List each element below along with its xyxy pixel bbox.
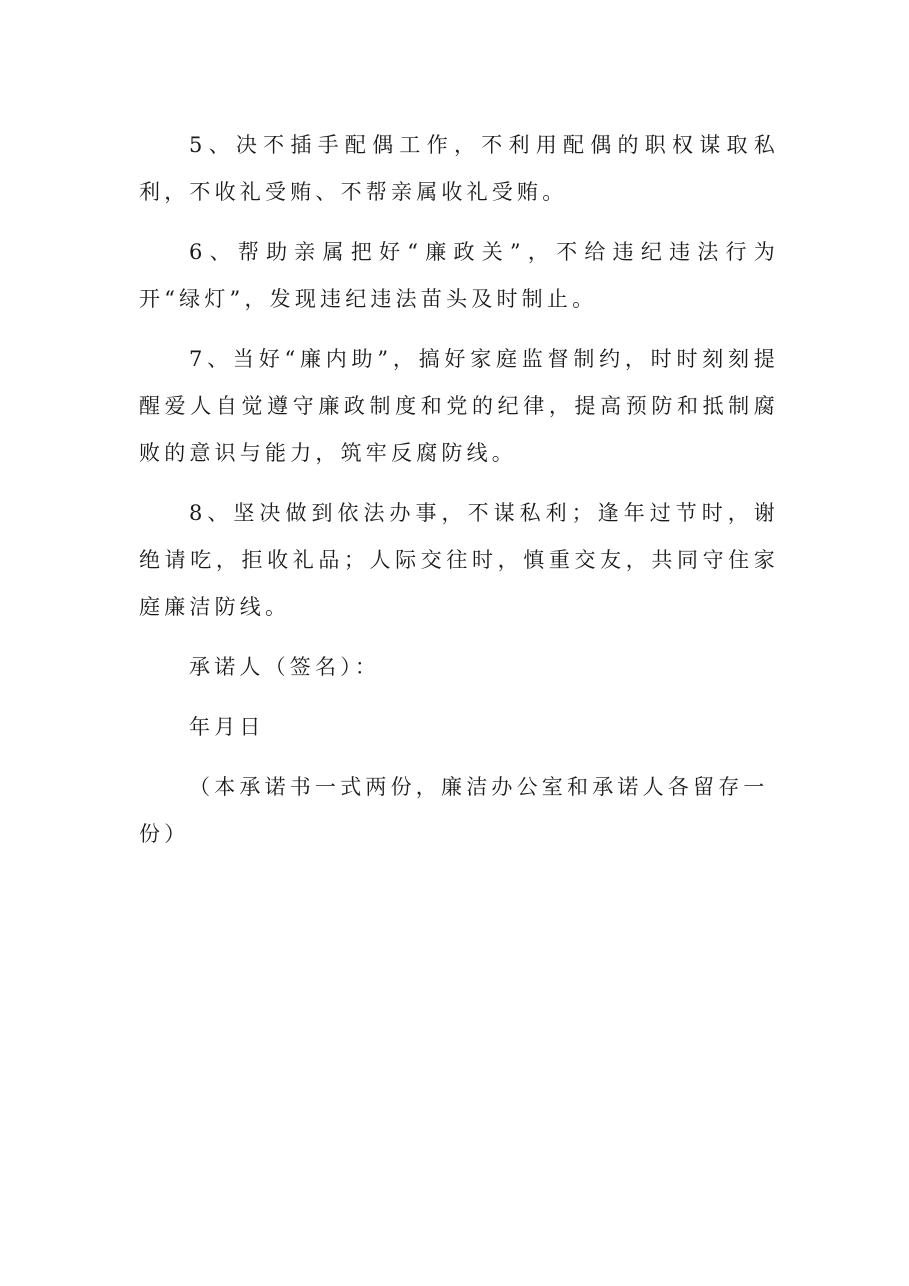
paragraph-item-6: 6、帮助亲属把好“廉政关”，不给违纪违法行为开“绿灯”，发现违纪违法苗头及时制止。 <box>139 240 779 311</box>
paragraph-item-7: 7、当好“廉内助”，搞好家庭监督制约，时时刻刻提醒爱人自觉遵守廉政制度和党的纪律，提高预防和抵制腐败的意识与能力，筑牢反腐防线。 <box>139 347 779 465</box>
document-body <box>139 122 779 858</box>
paragraph-item-5: 5、决不插手配偶工作，不利用配偶的职权谋取私利，不收礼受贿、不帮亲属收礼受贿。 <box>139 133 779 204</box>
copies-note: （本承诺书一式两份，廉洁办公室和承诺人各留存一份） <box>139 775 769 846</box>
date-label: 年月日 <box>189 715 265 739</box>
signature-label: 承诺人（签名）： <box>189 655 381 679</box>
paragraph-item-8: 8、坚决做到依法办事，不谋私利；逢年过节时，谢绝请吃，拒收礼品；人际交往时，慎重交友，共同守住家庭廉洁防线。 <box>139 501 779 619</box>
